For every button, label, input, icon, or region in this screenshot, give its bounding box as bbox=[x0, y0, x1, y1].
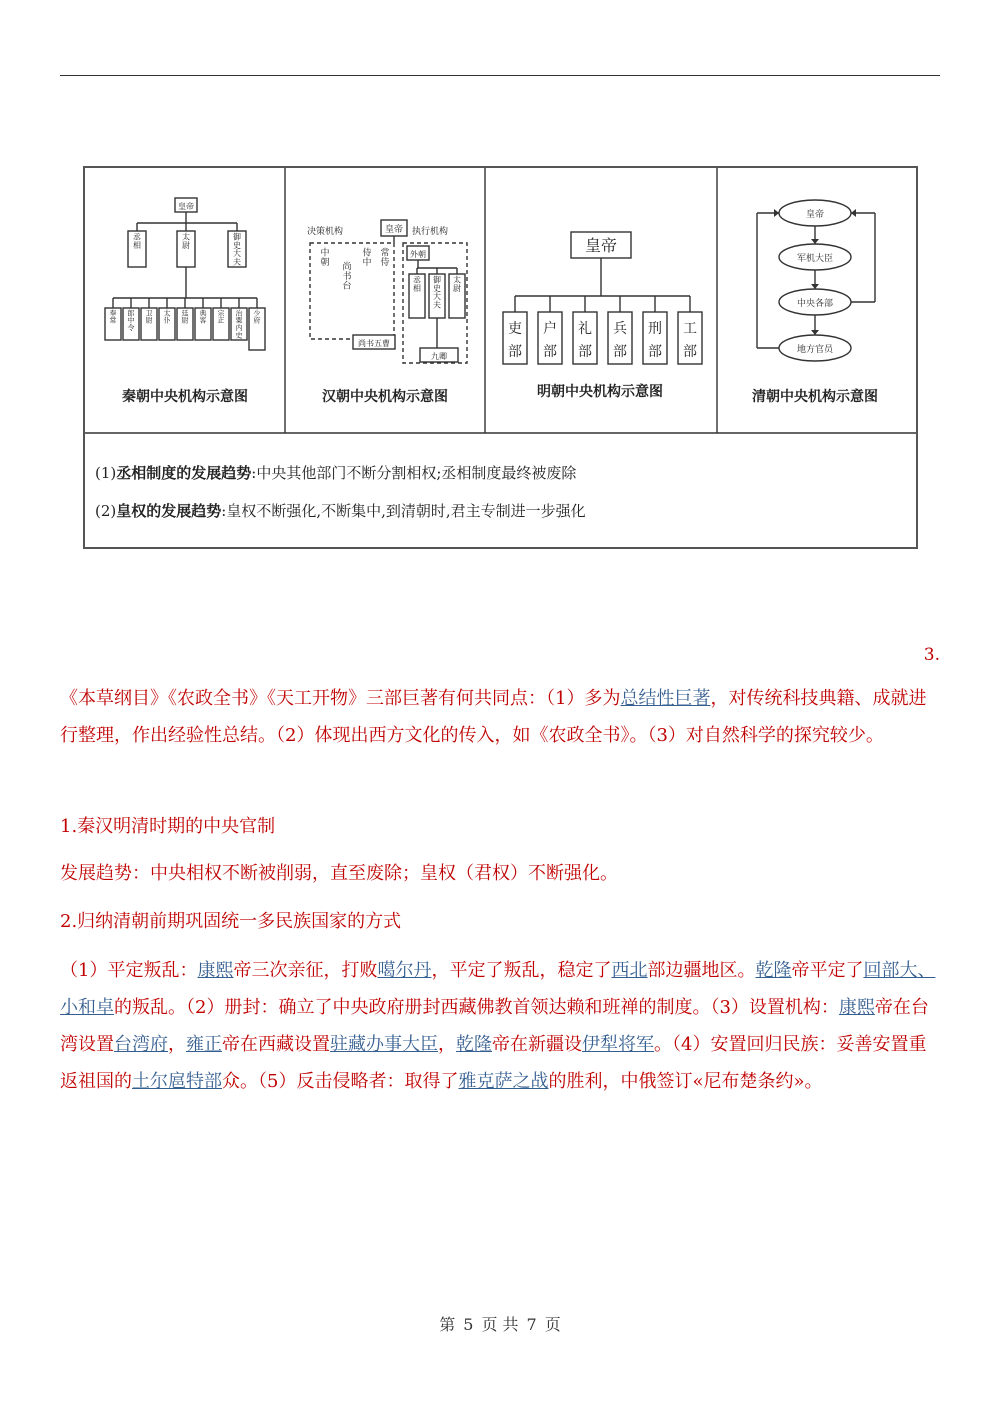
link-term[interactable]: 驻藏办事大臣 bbox=[330, 1034, 438, 1055]
panel-caption-qin: 秦朝中央机构示意图 bbox=[122, 389, 248, 405]
arrow-head bbox=[774, 209, 779, 217]
minister-label: 夫 bbox=[233, 257, 241, 267]
inner-court-label: 侍 bbox=[380, 257, 390, 268]
ministry-label: 部 bbox=[613, 344, 627, 360]
nine-minister-label: 粟 bbox=[235, 316, 243, 325]
nine-minister-label: 中 bbox=[127, 316, 135, 325]
ministry-label: 部 bbox=[543, 344, 557, 360]
minister-label: 尉 bbox=[182, 240, 190, 250]
inner-court-label: 中 bbox=[320, 248, 330, 259]
inner-court-label: 中 bbox=[362, 257, 372, 268]
arrow-head bbox=[851, 209, 856, 217]
minister-label: 史 bbox=[233, 240, 241, 250]
heading-central-official-system: 1.秦汉明清时期的中央官制 bbox=[60, 816, 276, 837]
link-term[interactable]: 乾隆 bbox=[755, 960, 792, 981]
minister-label: 相 bbox=[133, 240, 141, 250]
paragraph-qing-methods: （1）平定叛乱：康熙帝三次亲征，打败噶尔丹，平定了叛乱，稳定了西北部边疆地区。乾隆帝平定了回部大、小和卓的叛乱。（2）册封：确立了中央政府册封西藏佛教首领达赖和班禅的制度。（3）设置机构：康熙帝在台湾设置台湾府，雍正帝在西藏设置驻藏办事大臣，乾隆帝在新疆设伊犁将军。（4）安置回归民族：妥善安置重返祖国的土尔扈特部众。（5）反击侵略者：取得了雅克萨之战的胜利，中俄签订«尼布楚条约»。 bbox=[60, 960, 936, 1092]
page-footer: 第 5 页 共 7 页 bbox=[439, 1315, 561, 1334]
nine-minister-label: 宗 bbox=[217, 309, 225, 318]
section-number: 3. bbox=[923, 645, 940, 665]
link-term[interactable]: 土尔扈特部 bbox=[132, 1071, 222, 1092]
ministry-label: 兵 bbox=[613, 321, 627, 337]
panel-caption-ming: 明朝中央机构示意图 bbox=[537, 384, 663, 400]
nine-minister-label: 府 bbox=[253, 316, 261, 325]
execution-label: 执行机构 bbox=[411, 227, 449, 237]
ministry-label: 刑 bbox=[648, 321, 662, 337]
han-minister-label: 丞 bbox=[413, 275, 421, 285]
link-term[interactable]: 雍正 bbox=[186, 1034, 222, 1055]
arrow-head bbox=[811, 284, 819, 289]
inner-court-label: 侍 bbox=[362, 248, 372, 259]
nine-minister-label: 史 bbox=[235, 331, 243, 340]
ministry-label: 部 bbox=[648, 344, 662, 360]
paragraph-development-trend: 发展趋势：中央相权不断被削弱，直至废除；皇权（君权）不断强化。 bbox=[60, 863, 618, 884]
link-term[interactable]: 回部大、小和卓 bbox=[60, 960, 936, 1018]
emperor-label: 皇帝 bbox=[178, 202, 194, 211]
link-term[interactable]: 伊犁将军 bbox=[582, 1034, 654, 1055]
han-minister-label: 大 bbox=[433, 292, 441, 302]
nine-minister-label: 内 bbox=[235, 324, 243, 333]
shangshu-label: 尚书五曹 bbox=[358, 339, 390, 348]
arrow-head bbox=[811, 330, 819, 335]
nine-minister-label: 仆 bbox=[163, 316, 171, 325]
han-minister-label: 相 bbox=[413, 283, 421, 293]
nine-minister-label: 常 bbox=[109, 316, 117, 325]
han-minister-label: 夫 bbox=[433, 300, 441, 310]
panel-caption-han: 汉朝中央机构示意图 bbox=[322, 389, 448, 405]
inner-court-label: 台 bbox=[342, 281, 352, 292]
inner-court-label: 常 bbox=[380, 248, 390, 259]
link-term[interactable]: 乾隆 bbox=[456, 1034, 492, 1055]
link-term[interactable]: 西北 bbox=[611, 960, 648, 981]
nine-minister-label: 奉 bbox=[109, 309, 117, 318]
ministry-label: 户 bbox=[543, 321, 557, 337]
minister-label: 大 bbox=[233, 249, 241, 259]
nine-ministers-label: 九卿 bbox=[431, 352, 447, 361]
panel-caption-qing: 清朝中央机构示意图 bbox=[752, 389, 878, 405]
minister-label: 丞 bbox=[133, 232, 141, 242]
nine-minister-label: 典 bbox=[199, 309, 207, 318]
ministry-label: 部 bbox=[578, 344, 592, 360]
emperor-label: 皇帝 bbox=[384, 225, 404, 235]
link-term[interactable]: 康熙 bbox=[197, 960, 234, 981]
ministry-label: 部 bbox=[683, 344, 697, 360]
minister-label: 御 bbox=[233, 232, 241, 242]
link-term[interactable]: 噶尔丹 bbox=[377, 960, 432, 981]
nine-minister-label: 正 bbox=[217, 316, 225, 325]
inner-court-label: 尚 bbox=[342, 262, 352, 273]
nine-minister-label: 郎 bbox=[127, 309, 135, 318]
chain-label: 中央各部 bbox=[796, 299, 834, 309]
ministry-label: 工 bbox=[683, 321, 697, 337]
chain-label: 地方官员 bbox=[796, 345, 834, 355]
link-term[interactable]: 康熙 bbox=[838, 997, 875, 1018]
han-minister-label: 史 bbox=[433, 283, 441, 293]
nine-minister-label: 太 bbox=[163, 309, 171, 318]
total-pages: 7 bbox=[526, 1315, 537, 1334]
nine-minister-label: 尉 bbox=[181, 316, 189, 325]
link-term[interactable]: 雅克萨之战 bbox=[458, 1071, 549, 1092]
ministry-label: 部 bbox=[508, 344, 522, 360]
ministry-label: 吏 bbox=[508, 321, 522, 337]
decision-label: 决策机构 bbox=[306, 227, 344, 237]
inner-court-label: 朝 bbox=[320, 257, 330, 268]
nine-minister-label: 卫 bbox=[145, 309, 153, 318]
arrow-head bbox=[811, 239, 819, 244]
link-term[interactable]: 台湾府 bbox=[114, 1034, 168, 1055]
nine-minister-label: 客 bbox=[199, 316, 207, 325]
emperor-label: 皇帝 bbox=[584, 236, 618, 255]
central-government-diagram bbox=[83, 166, 918, 549]
note-line: (2)皇权的发展趋势:皇权不断强化,不断集中,到清朝时,君主专制进一步强化 bbox=[95, 502, 586, 520]
nine-minister-label: 治 bbox=[235, 309, 243, 318]
ministry-label: 礼 bbox=[578, 321, 592, 337]
minister-label: 太 bbox=[182, 232, 190, 242]
han-minister-label: 太 bbox=[453, 275, 461, 285]
header-rule bbox=[60, 75, 940, 76]
inner-court-label: 书 bbox=[342, 271, 352, 282]
paragraph-three-works: 《本草纲目》《农政全书》《天工开物》三部巨著有何共同点：（1）多为总结性巨著，对传统科技典籍、成就进行整理，作出经验性总结。（2）体现出西方文化的传入，如《农政全书》。（3）对自然科学的探究较少。 bbox=[60, 688, 927, 746]
nine-minister-label: 令 bbox=[127, 324, 135, 333]
nine-minister-label: 廷 bbox=[181, 309, 189, 318]
chain-label: 皇帝 bbox=[805, 210, 825, 220]
han-minister-label: 御 bbox=[433, 275, 441, 285]
heading-qing-unification: 2.归纳清朝前期巩固统一多民族国家的方式 bbox=[60, 911, 402, 932]
nine-minister-label: 少 bbox=[253, 309, 261, 318]
outer-court-head-label: 外朝 bbox=[410, 250, 426, 259]
current-page: 5 bbox=[463, 1315, 474, 1334]
nine-minister-label: 尉 bbox=[145, 316, 153, 325]
chain-label: 军机大臣 bbox=[796, 254, 834, 264]
link-summary-works[interactable]: 总结性巨著 bbox=[620, 688, 711, 709]
note-line: (1)丞相制度的发展趋势:中央其他部门不断分割相权;丞相制度最终被废除 bbox=[95, 464, 577, 482]
han-minister-label: 尉 bbox=[453, 283, 461, 293]
